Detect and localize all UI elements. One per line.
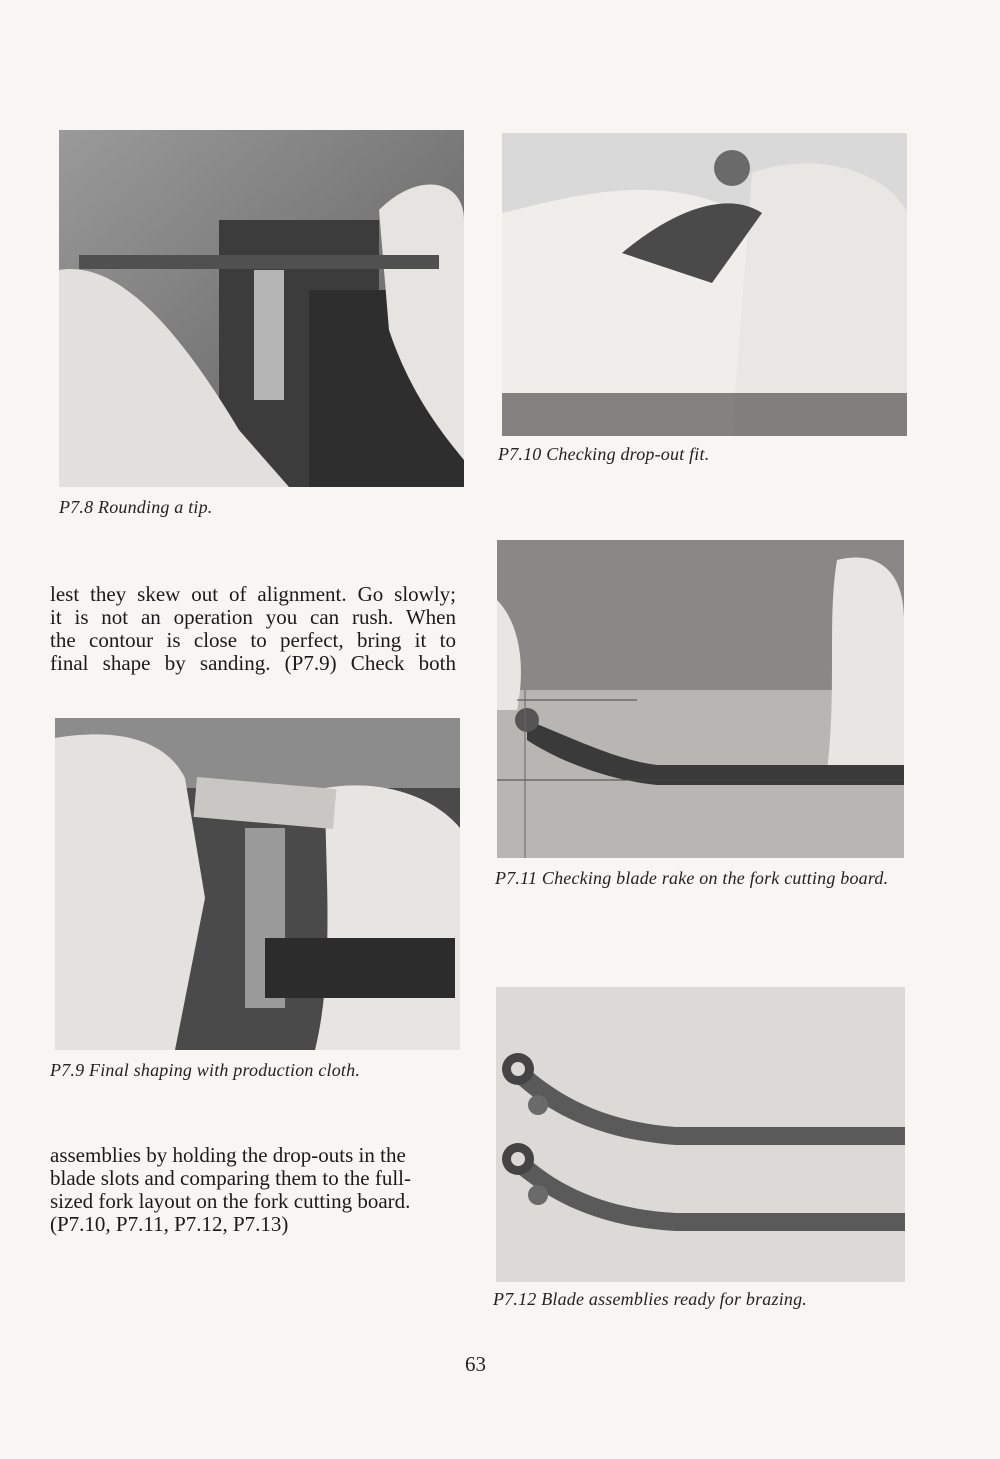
caption-p7-11: P7.11 Checking blade rake on the fork cutting board.: [495, 868, 889, 888]
photo-checking-dropout-fit: [502, 133, 907, 436]
body-paragraph-2: [50, 1144, 456, 1236]
caption-p7-9: P7.9 Final shaping with production cloth.: [50, 1060, 361, 1080]
photo-checking-blade-rake: [497, 540, 904, 858]
page-number: 63: [465, 1352, 486, 1376]
body-line: sized fork layout on the fork cutting board.: [50, 1189, 411, 1213]
body-line: the contour is close to perfect, bring it to: [50, 628, 456, 652]
photo-final-shaping: [55, 718, 460, 1050]
body-line: it is not an operation you can rush. When: [50, 605, 456, 629]
body-line: (P7.10, P7.11, P7.12, P7.13): [50, 1212, 289, 1236]
body-line: lest they skew out of alignment. Go slowly;: [50, 582, 456, 606]
body-paragraph-1: [50, 583, 456, 675]
body-line: final shape by sanding. (P7.9) Check both: [50, 651, 456, 675]
body-line: assemblies by holding the drop-outs in the: [50, 1143, 406, 1167]
caption-p7-10: P7.10 Checking drop-out fit.: [498, 444, 710, 464]
photo-rounding-tip: [59, 130, 464, 487]
caption-p7-8: P7.8 Rounding a tip.: [59, 497, 213, 517]
photo-blade-assemblies: [496, 987, 905, 1282]
caption-p7-12: P7.12 Blade assemblies ready for brazing.: [493, 1289, 808, 1309]
body-line: blade slots and comparing them to the full-: [50, 1166, 411, 1190]
